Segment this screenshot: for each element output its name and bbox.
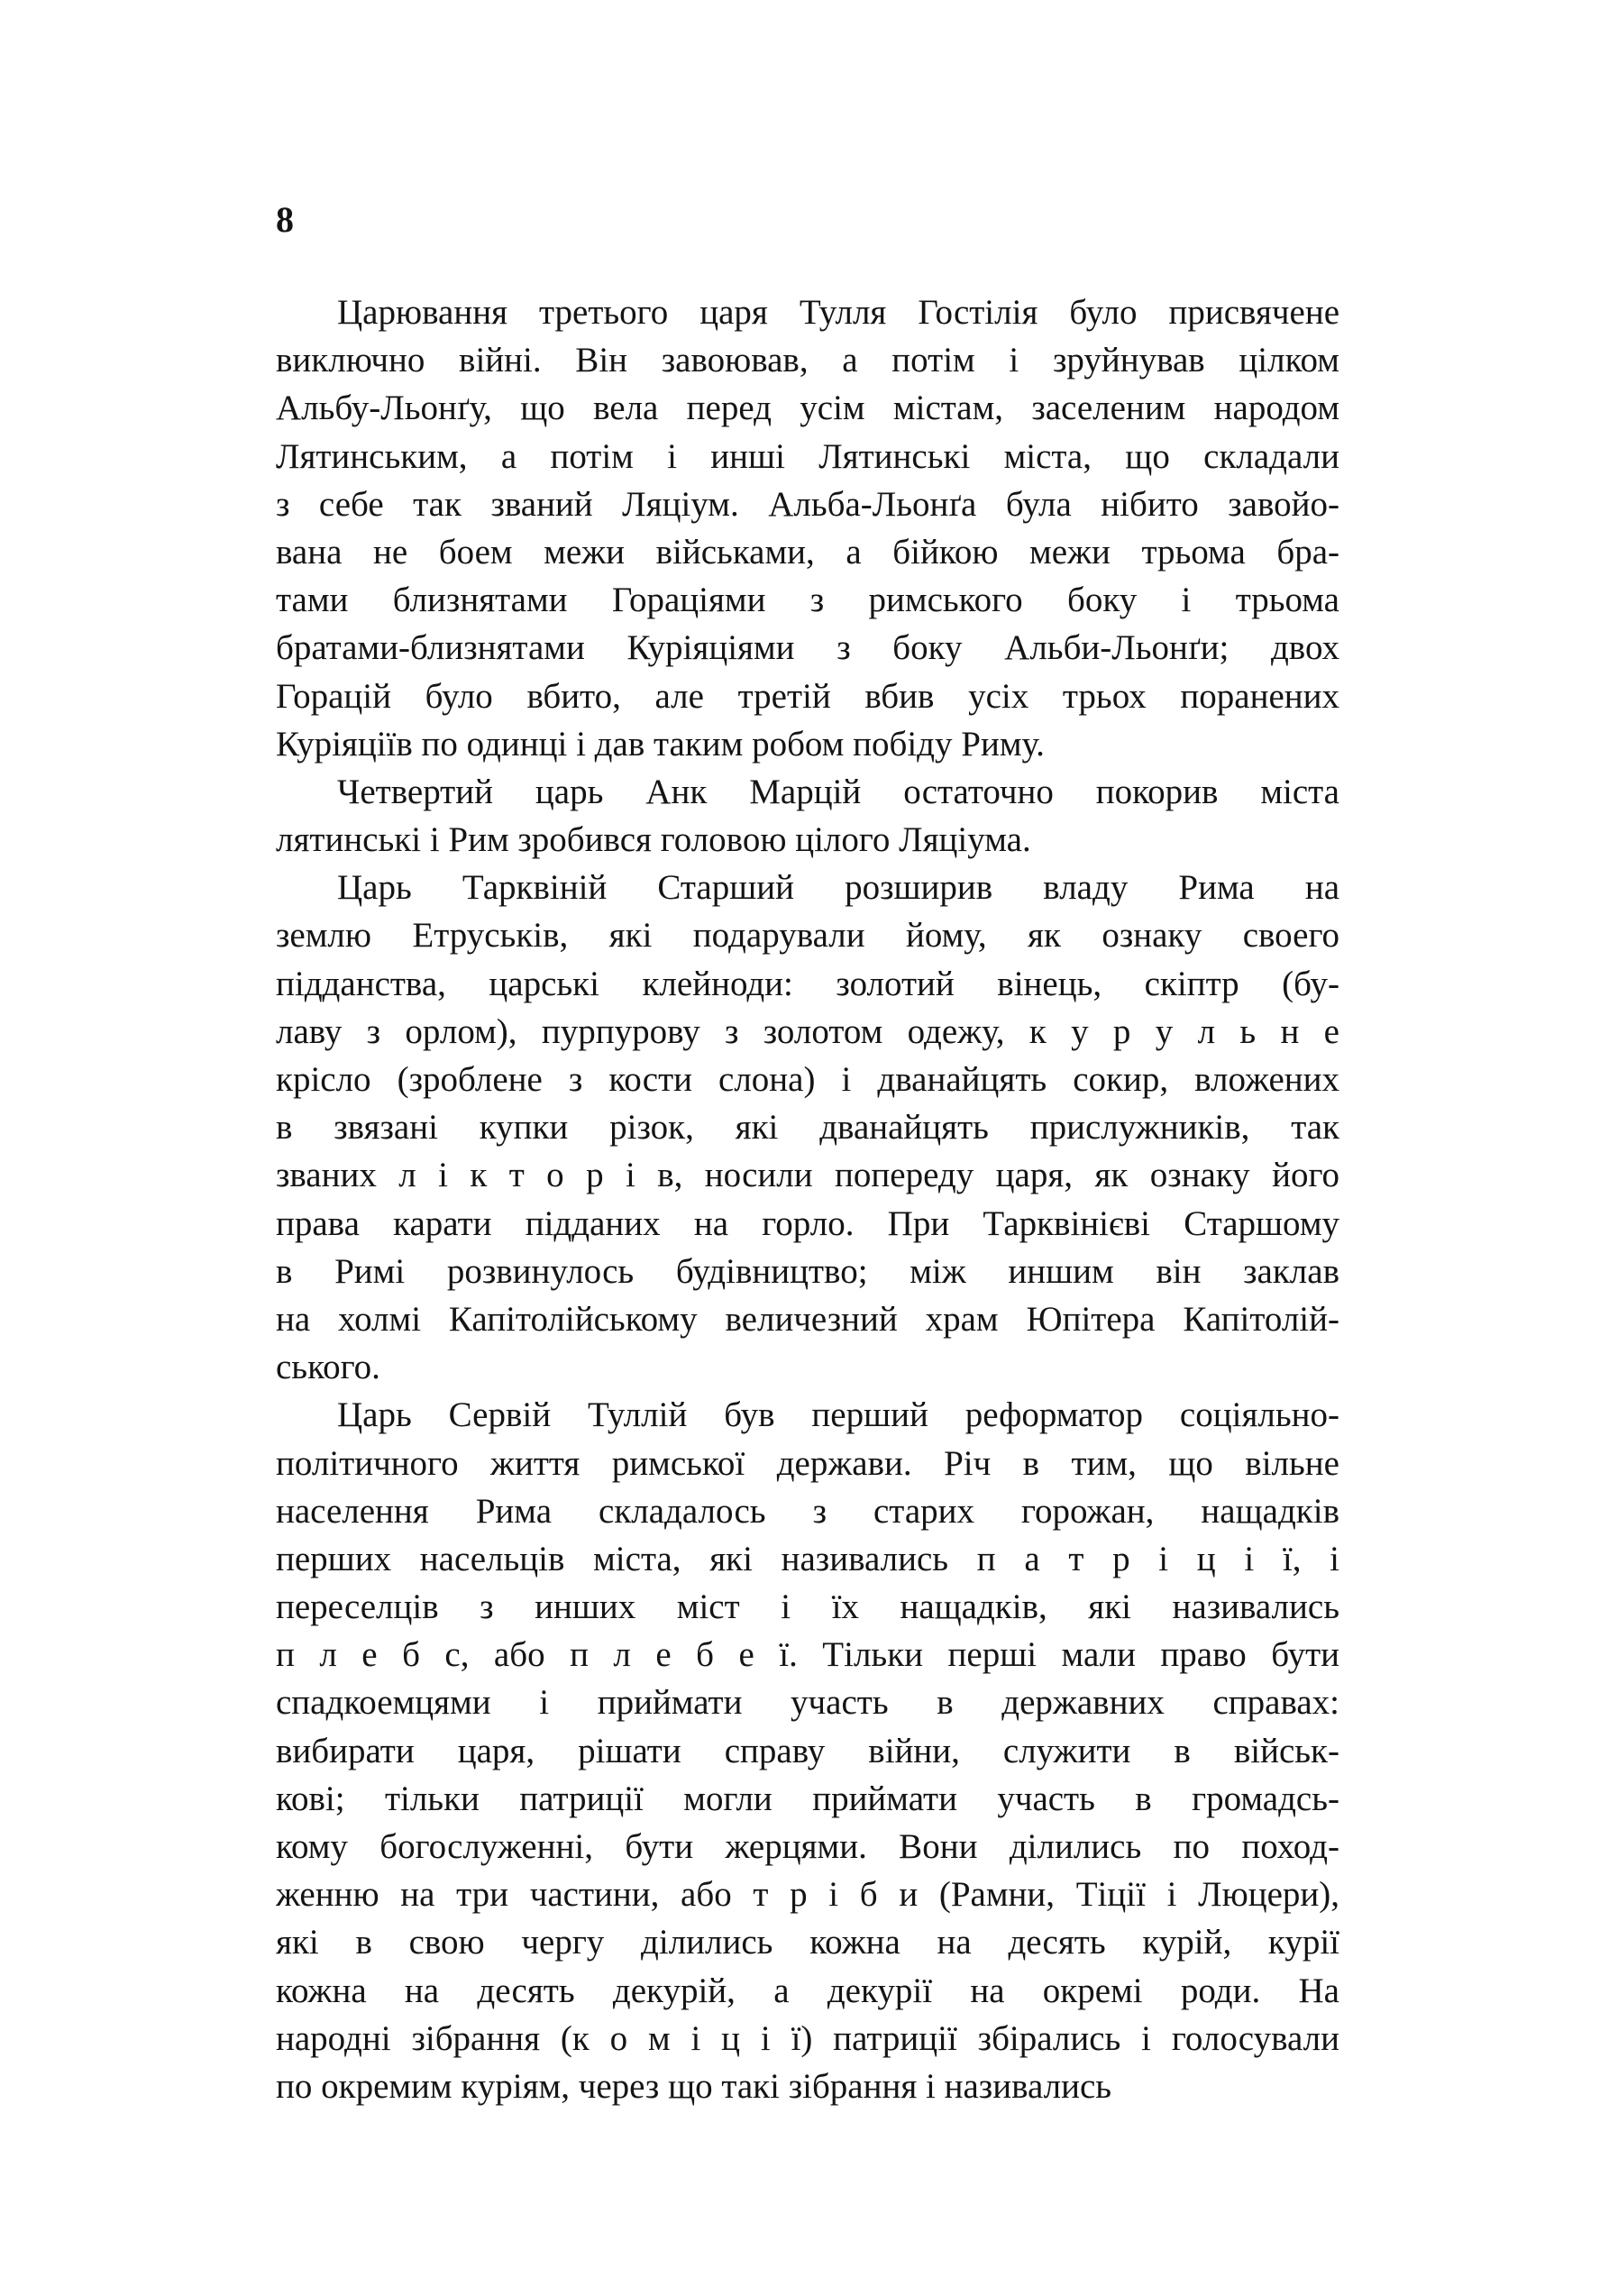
text-line: Царювання третього царя Тулля Гостілія було присвячене <box>337 293 1339 332</box>
text-line: Куріяціїв по одинці і дав таким робом побіду Риму. <box>276 724 1045 764</box>
text-line: вана не боем межи військами, а бійкою межи трьома бра- <box>276 532 1339 572</box>
paragraph <box>276 1391 1339 2110</box>
text-line: вибирати царя, рішати справу війни, служити в військ- <box>276 1731 1339 1770</box>
text-line: тами близнятами Гораціями з римського боку і трьома <box>276 581 1339 620</box>
paragraph <box>276 768 1339 864</box>
text-line: в звязані купки різок, які дванайцять прислужників, так <box>276 1108 1339 1148</box>
text-line: землю Етруськів, які подарували йому, як ознаку своего <box>276 916 1339 956</box>
page-number: 8 <box>276 199 294 240</box>
text-line: Царь Сервій Туллій був перший реформатор соціяльно- <box>337 1395 1339 1435</box>
text-line: лятинські і Рим зробився головою цілого Ляціума. <box>276 820 1031 860</box>
text-line: Альбу-Льонґу, що вела перед усім містам, заселеним народом <box>276 389 1339 428</box>
text-line: женню на три частини, або т р і б и (Рамни, Тіції і Люцери), <box>276 1875 1339 1915</box>
text-line: перших насельців міста, які називались п а т р і ц і ї, і <box>276 1539 1339 1578</box>
text-line: переселців з инших міст і їх нащадків, які називались <box>276 1587 1339 1627</box>
body-text <box>276 288 1339 2110</box>
text-line: крісло (зроблене з кости слона) і дванайцять сокир, вложених <box>276 1060 1339 1099</box>
text-line: виключно війні. Він завоював, а потім і зруйнував цілком <box>276 341 1339 380</box>
text-line: п л е б с, або п л е б е ї. Тільки перші мали право бути <box>276 1635 1339 1675</box>
text-line: народні зібрання (к о м і ц і ї) патриції збірались і голосували <box>276 2018 1339 2058</box>
text-line: підданства, царські клейноди: золотий вінець, скіптр (бу- <box>276 964 1339 1003</box>
text-line: права карати підданих на горло. При Тарквінієві Старшому <box>276 1203 1339 1243</box>
paragraph <box>276 288 1339 768</box>
text-line: званих л і к т о р і в, носили попереду царя, як ознаку його <box>276 1156 1339 1195</box>
text-line: Четвертий царь Анк Марцій остаточно покорив міста <box>337 772 1339 811</box>
paragraph <box>276 864 1339 1391</box>
text-line: братами-близнятами Куріяціями з боку Альби-Льонґи; двох <box>276 628 1339 668</box>
text-line: кові; тільки патриції могли приймати участь в громадсь- <box>276 1779 1339 1818</box>
text-line: кому богослуженні, бути жерцями. Вони ділились по поход- <box>276 1827 1339 1866</box>
text-line: на холмі Капітолійському величезний храм Юпітера Капітолій- <box>276 1299 1339 1339</box>
text-line: ського. <box>276 1348 380 1387</box>
text-line: в Римі розвинулось будівництво; між иншим він заклав <box>276 1251 1339 1291</box>
text-line: по окремим куріям, через що такі зібрання і називались <box>276 2066 1112 2106</box>
text-line: населення Рима складалось з старих горожан, нащадків <box>276 1491 1339 1531</box>
text-line: лаву з орлом), пурпурову з золотом одежу, к у р у л ь н е <box>276 1011 1339 1051</box>
text-line: Лятинським, а потім і инші Лятинські міста, що складали <box>276 436 1339 476</box>
text-line: Царь Тарквіній Старший розширив владу Рима на <box>337 868 1339 908</box>
text-line: політичного життя римської держави. Річ в тим, що вільне <box>276 1443 1339 1483</box>
text-line: спадкоемцями і приймати участь в державних справах: <box>276 1683 1339 1723</box>
text-line: які в свою чергу ділились кожна на десять курій, курії <box>276 1923 1339 1962</box>
text-line: Горацій було вбито, але третій вбив усіх трьох поранених <box>276 676 1339 716</box>
text-line: кожна на десять декурій, а декурії на окремі роди. На <box>276 1971 1339 2010</box>
text-line: з себе так званий Ляціум. Альба-Льонґа була нібито завойо- <box>276 484 1339 524</box>
